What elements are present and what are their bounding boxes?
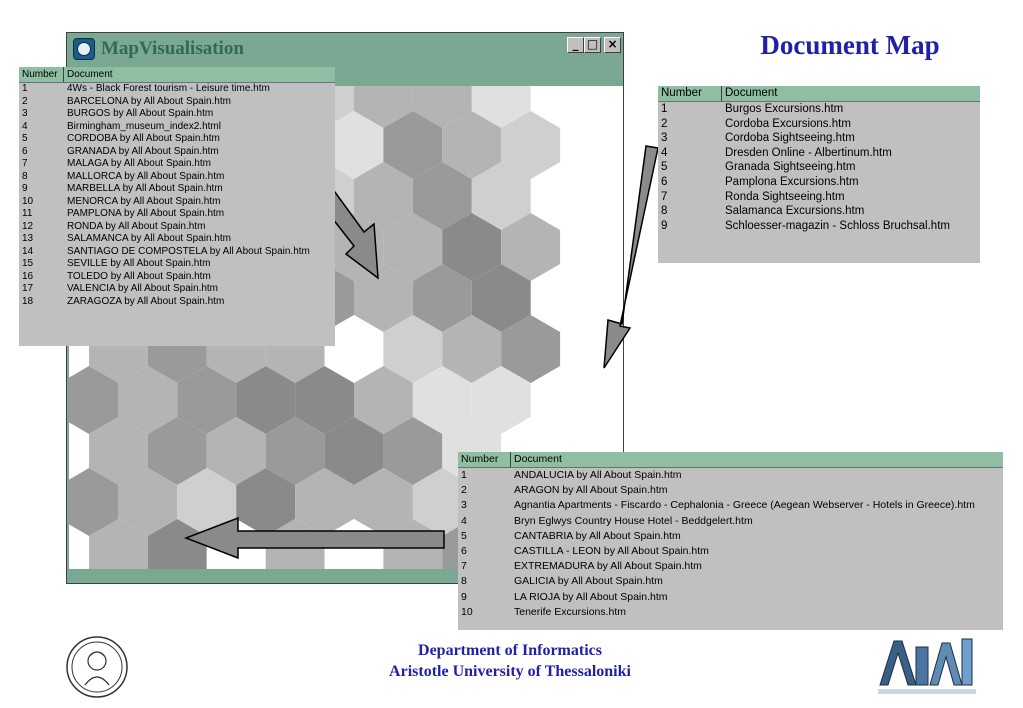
row-number: 5 bbox=[461, 529, 467, 542]
close-button[interactable]: × bbox=[604, 37, 621, 53]
row-number: 2 bbox=[661, 117, 668, 130]
row-document: Bryn Eglwys Country House Hotel - Beddgelert.htm bbox=[514, 514, 753, 527]
footer-university: Aristotle University of Thessaloniki bbox=[389, 663, 631, 680]
column-document[interactable]: Document bbox=[725, 87, 778, 99]
footer bbox=[300, 640, 720, 682]
row-number: 16 bbox=[22, 270, 34, 282]
row-document: EXTREMADURA by All About Spain.htm bbox=[514, 560, 702, 573]
list-row[interactable] bbox=[19, 133, 335, 146]
row-number: 6 bbox=[22, 145, 28, 157]
slide-title: Document Map bbox=[760, 30, 940, 60]
row-document: ARAGON by All About Spain.htm bbox=[514, 484, 668, 497]
row-number: 8 bbox=[461, 575, 467, 588]
list-row[interactable] bbox=[658, 190, 980, 205]
row-document: MALLORCA by All About Spain.htm bbox=[67, 170, 225, 182]
row-number: 3 bbox=[22, 108, 28, 119]
list-row[interactable] bbox=[19, 283, 335, 296]
row-document: Birmingham_museum_index2.html bbox=[67, 120, 221, 132]
row-number: 18 bbox=[22, 295, 34, 307]
row-document: Salamanca Excursions.htm bbox=[725, 205, 865, 218]
list-row[interactable] bbox=[458, 514, 1003, 529]
list-row[interactable] bbox=[458, 483, 1003, 498]
list-row[interactable] bbox=[658, 219, 980, 234]
row-number: 4 bbox=[661, 146, 668, 159]
row-document: MARBELLA by All About Spain.htm bbox=[67, 183, 223, 194]
row-number: 6 bbox=[461, 545, 467, 558]
university-seal-logo bbox=[65, 635, 129, 699]
list-row[interactable] bbox=[19, 158, 335, 171]
row-number: 8 bbox=[661, 205, 668, 218]
list-row[interactable] bbox=[458, 498, 1003, 513]
row-document: Granada Sightseeing.htm bbox=[725, 161, 856, 174]
list-row[interactable] bbox=[658, 204, 980, 219]
row-document: RONDA by All About Spain.htm bbox=[67, 220, 206, 232]
row-number: 7 bbox=[22, 158, 28, 169]
row-number: 7 bbox=[661, 190, 668, 203]
list-row[interactable] bbox=[658, 175, 980, 190]
row-document: GRANADA by All About Spain.htm bbox=[67, 145, 219, 157]
column-number[interactable]: Number bbox=[658, 86, 722, 101]
cluster-list-3[interactable] bbox=[458, 452, 1003, 630]
aia-laboratory-logo bbox=[876, 633, 980, 697]
list-row[interactable] bbox=[19, 146, 335, 159]
row-number: 8 bbox=[22, 170, 28, 182]
window-title: MapVisualisation bbox=[101, 38, 244, 59]
row-number: 10 bbox=[22, 195, 34, 207]
list-row[interactable] bbox=[19, 271, 335, 284]
row-number: 10 bbox=[461, 605, 473, 618]
list-row[interactable] bbox=[19, 221, 335, 234]
row-number: 5 bbox=[22, 133, 28, 144]
maximize-button[interactable]: □ bbox=[584, 37, 601, 53]
row-document: LA RIOJA by All About Spain.htm bbox=[514, 590, 668, 603]
footer-department: Department of Informatics bbox=[418, 642, 602, 659]
row-document: SALAMANCA by All About Spain.htm bbox=[67, 233, 231, 244]
row-document: Agnantia Apartments - Fiscardo - Cephalonia - Greece (Aegean Webserver - Hotels in Greece).htm bbox=[514, 499, 975, 512]
list-row[interactable] bbox=[19, 196, 335, 209]
list-row[interactable] bbox=[19, 171, 335, 184]
row-number: 2 bbox=[22, 95, 28, 107]
list-row[interactable] bbox=[19, 233, 335, 246]
row-number: 3 bbox=[661, 132, 668, 145]
row-number: 7 bbox=[461, 560, 467, 573]
list-row[interactable] bbox=[458, 605, 1003, 620]
row-document: Burgos Excursions.htm bbox=[725, 103, 844, 115]
list-header bbox=[19, 67, 335, 83]
row-document: Ronda Sightseeing.htm bbox=[725, 190, 845, 203]
list-row[interactable] bbox=[458, 529, 1003, 544]
row-document: PAMPLONA by All About Spain.htm bbox=[67, 208, 225, 219]
row-number: 14 bbox=[22, 245, 34, 257]
list-row[interactable] bbox=[658, 102, 980, 117]
row-document: Tenerife Excursions.htm bbox=[514, 605, 627, 618]
row-number: 9 bbox=[461, 590, 467, 603]
list-row[interactable] bbox=[19, 258, 335, 271]
row-document: CASTILLA - LEON by All About Spain.htm bbox=[514, 545, 709, 558]
row-number: 13 bbox=[22, 233, 34, 244]
row-document: SANTIAGO DE COMPOSTELA by All About Spain.htm bbox=[67, 245, 310, 257]
row-document: MALAGA by All About Spain.htm bbox=[67, 158, 211, 169]
cluster-list-1[interactable] bbox=[19, 67, 335, 346]
row-document: CORDOBA by All About Spain.htm bbox=[67, 133, 220, 144]
row-number: 17 bbox=[22, 283, 34, 294]
list-row[interactable] bbox=[458, 590, 1003, 605]
row-document: ZARAGOZA by All About Spain.htm bbox=[67, 295, 225, 307]
row-number: 1 bbox=[461, 469, 467, 481]
row-number: 9 bbox=[22, 183, 28, 194]
row-document: 4Ws - Black Forest tourism - Leisure time.htm bbox=[67, 83, 270, 94]
list-header bbox=[458, 452, 1003, 468]
window-title-bar[interactable] bbox=[73, 37, 244, 61]
list-row[interactable] bbox=[658, 146, 980, 161]
minimize-button[interactable]: _ bbox=[567, 37, 584, 53]
row-number: 1 bbox=[661, 103, 668, 115]
row-number: 5 bbox=[661, 161, 668, 174]
list-row[interactable] bbox=[458, 544, 1003, 559]
row-document: TOLEDO by All About Spain.htm bbox=[67, 270, 211, 282]
column-number[interactable]: Number bbox=[19, 67, 64, 82]
row-number: 15 bbox=[22, 258, 34, 269]
row-document: Pamplona Excursions.htm bbox=[725, 175, 859, 188]
list-row[interactable] bbox=[19, 83, 335, 96]
list-row[interactable] bbox=[458, 574, 1003, 589]
row-number: 11 bbox=[22, 208, 33, 219]
row-number: 2 bbox=[461, 484, 467, 497]
list-row[interactable] bbox=[458, 559, 1003, 574]
row-document: BURGOS by All About Spain.htm bbox=[67, 108, 214, 119]
row-document: BARCELONA by All About Spain.htm bbox=[67, 95, 231, 107]
row-document: Cordoba Excursions.htm bbox=[725, 117, 851, 130]
row-number: 4 bbox=[22, 120, 28, 132]
row-document: MENORCA by All About Spain.htm bbox=[67, 195, 221, 207]
list-row[interactable] bbox=[19, 246, 335, 259]
row-document: VALENCIA by All About Spain.htm bbox=[67, 283, 219, 294]
row-number: 12 bbox=[22, 220, 34, 232]
row-document: Cordoba Sightseeing.htm bbox=[725, 132, 855, 145]
list-row[interactable] bbox=[19, 296, 335, 309]
column-number[interactable]: Number bbox=[458, 452, 511, 467]
list-row[interactable] bbox=[19, 183, 335, 196]
row-number: 1 bbox=[22, 83, 28, 94]
row-document: GALICIA by All About Spain.htm bbox=[514, 575, 663, 588]
list-row[interactable] bbox=[658, 160, 980, 175]
row-document: SEVILLE by All About Spain.htm bbox=[67, 258, 211, 269]
list-row[interactable] bbox=[19, 108, 335, 121]
list-row[interactable] bbox=[458, 468, 1003, 483]
column-document[interactable]: Document bbox=[67, 69, 113, 80]
row-document: Dresden Online - Albertinum.htm bbox=[725, 146, 892, 159]
row-number: 6 bbox=[661, 175, 668, 188]
cluster-list-2[interactable] bbox=[658, 86, 980, 263]
row-number: 9 bbox=[661, 219, 668, 232]
row-document: ANDALUCIA by All About Spain.htm bbox=[514, 469, 682, 481]
row-document: CANTABRIA by All About Spain.htm bbox=[514, 529, 681, 542]
list-row[interactable] bbox=[658, 131, 980, 146]
list-row[interactable] bbox=[19, 121, 335, 134]
list-header bbox=[658, 86, 980, 102]
app-icon bbox=[73, 38, 95, 60]
row-number: 3 bbox=[461, 499, 467, 512]
list-row[interactable] bbox=[19, 96, 335, 109]
row-number: 4 bbox=[461, 514, 467, 527]
list-row[interactable] bbox=[658, 117, 980, 132]
list-row[interactable] bbox=[19, 208, 335, 221]
row-document: Schloesser-magazin - Schloss Bruchsal.htm bbox=[725, 219, 950, 232]
column-document[interactable]: Document bbox=[514, 453, 562, 465]
